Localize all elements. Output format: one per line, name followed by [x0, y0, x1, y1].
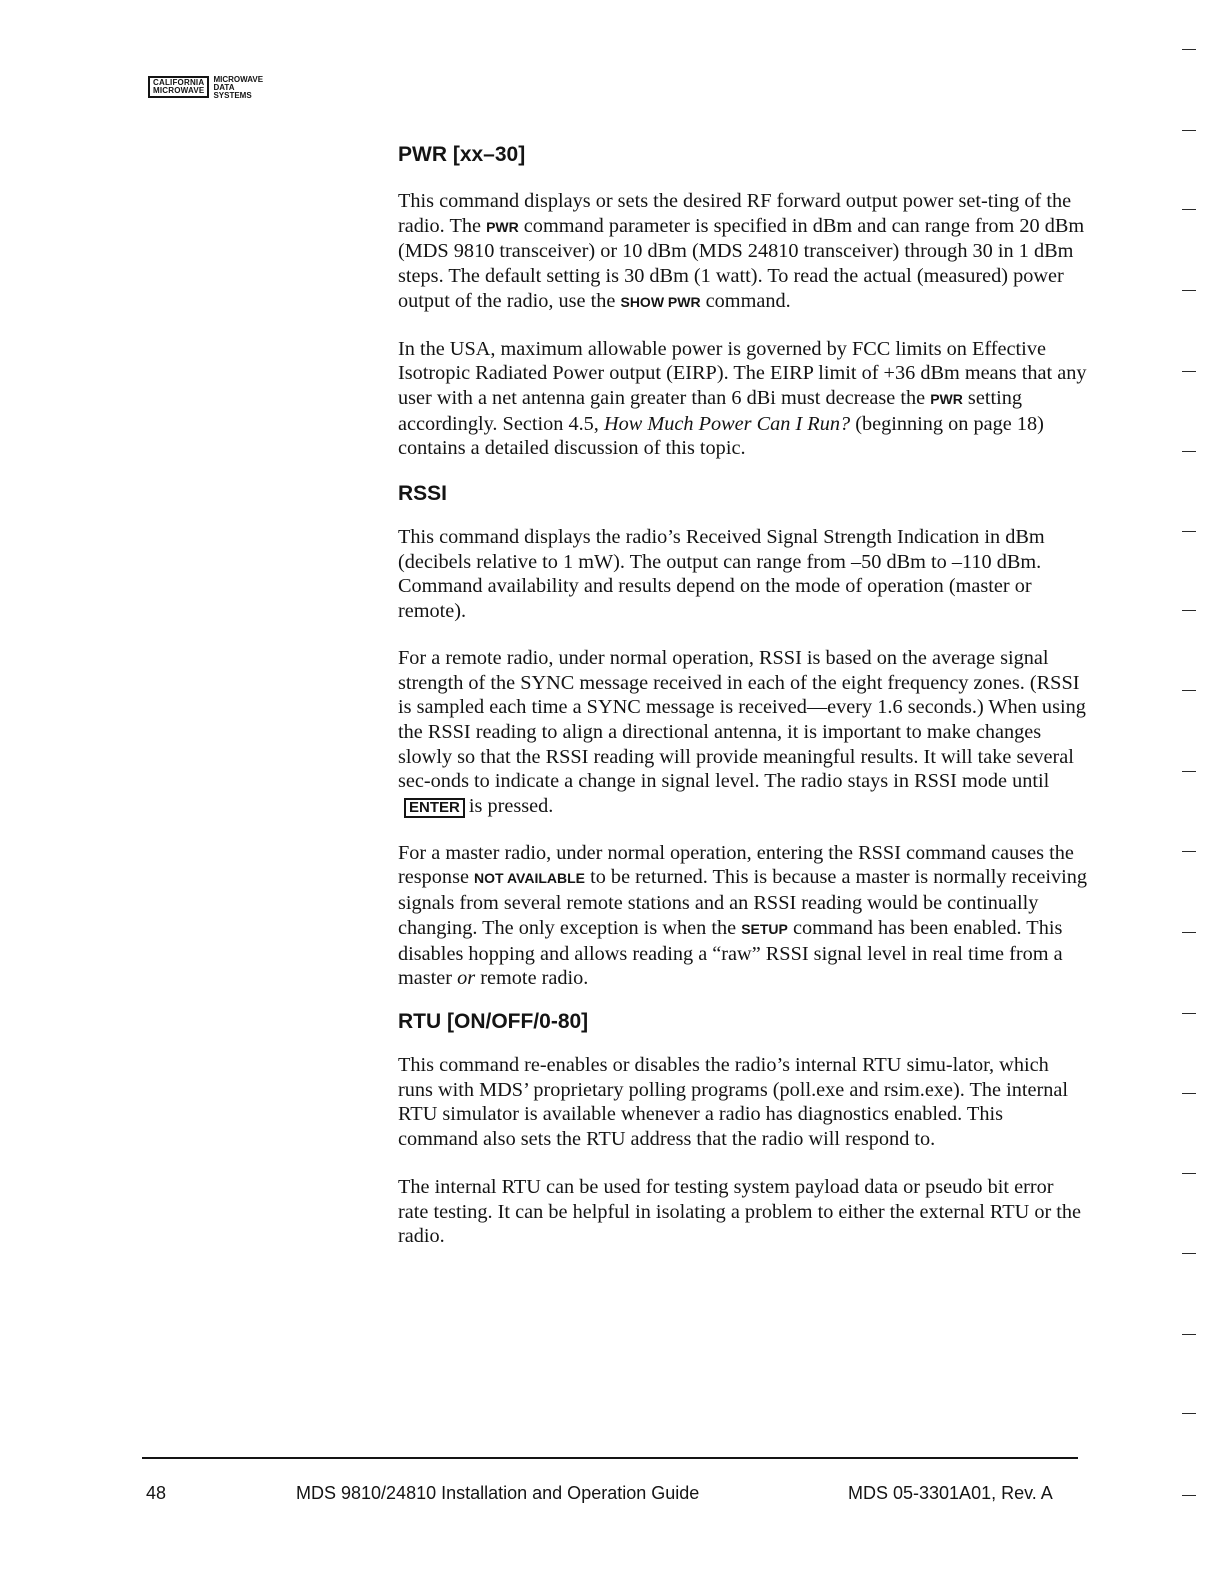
margin-mark: [1182, 1253, 1196, 1254]
pwr-heading: PWR [xx–30]: [398, 143, 526, 166]
margin-mark: [1182, 49, 1196, 50]
text-run: command.: [700, 289, 791, 312]
rssi-heading: RSSI: [398, 482, 448, 506]
logo-wordmark: [213, 76, 263, 100]
margin-mark: [1182, 531, 1196, 532]
footer-title: MDS 9810/24810 Installation and Operation Guide: [296, 1483, 700, 1503]
text-run: For a remote radio, under normal operation, RSSI is based on the average signal strength of the SYNC message received in each of the eight frequency zones. (RSSI is sampled each time a SYNC message is received—every 1.6 seconds.) When using the RSSI reading to align a directional antenna, it is important to make changes slowly so that the RSSI reading will provide meaningful results. It will take several sec-onds to indicate a change in signal level. The radio stays in RSSI mode until: [398, 646, 1086, 793]
pwr-paragraph-2: [398, 337, 1088, 462]
margin-mark: [1182, 451, 1196, 452]
logo-box: [148, 76, 209, 98]
command-keyword: PWR: [930, 390, 963, 407]
margin-mark: [1182, 209, 1196, 210]
rtu-paragraph-2: The internal RTU can be used for testing system payload data or pseudo bit error rate testing. It can be helpful in isolating a problem to either the external RTU or the radio.: [398, 1175, 1082, 1248]
logo-box-line-2: MICROWAVE: [153, 86, 205, 95]
margin-mark: [1182, 771, 1196, 772]
footer-rule: [142, 1457, 1078, 1459]
text-run: remote radio.: [475, 967, 589, 990]
footer-page-number: 48: [146, 1483, 167, 1503]
logo-box-line-1: CALIFORNIA: [153, 78, 205, 87]
enter-key-icon: ENTER: [404, 798, 465, 818]
logo-wordmark-line-3: SYSTEMS: [213, 91, 252, 100]
command-keyword: SHOW PWR: [620, 293, 701, 310]
margin-mark: [1182, 851, 1196, 852]
page-content: [398, 138, 1088, 1249]
pwr-paragraph-1: [398, 189, 1088, 315]
margin-mark: [1182, 1495, 1196, 1496]
section-reference: How Much Power Can I Run?: [603, 412, 851, 435]
text-run: In the USA, maximum allowable power is governed by FCC limits on Effective Isotropic Radiated Power output (EIRP). The EIRP limit of +36 dBm means that any user with a net antenna gain greater than 6 dBi must decrease the: [398, 337, 1087, 409]
margin-mark: [1182, 1013, 1196, 1014]
logo-wordmark-line-1: MICROWAVE: [213, 75, 264, 84]
command-keyword: SETUP: [741, 920, 788, 937]
rtu-paragraph-1: This command re-enables or disables the radio’s internal RTU simu-lator, which runs with MDS’ proprietary polling programs (poll.exe and rsim.exe). The internal RTU simulator is available whenever a radio has diagnostics enabled. This command also sets the RTU address that the radio will respond to.: [398, 1053, 1069, 1151]
footer-doc-number: MDS 05-3301A01, Rev. A: [848, 1483, 1053, 1503]
margin-mark: [1182, 1093, 1196, 1094]
text-run: command has been enabled. This disables hopping and allows reading a “raw” RSSI signal level in real time from a master: [398, 916, 1063, 990]
logo-wordmark-line-2: DATA: [213, 83, 235, 92]
text-run: is pressed.: [468, 795, 554, 818]
margin-mark: [1182, 690, 1196, 691]
margin-mark: [1182, 371, 1196, 372]
command-keyword: PWR: [486, 218, 519, 235]
rssi-paragraph-3: [398, 841, 1088, 991]
text-run: (beginning on page 18) contains a detailed discussion of this topic.: [398, 412, 1044, 460]
company-logo: [148, 76, 263, 100]
margin-mark: [1182, 290, 1196, 291]
text-run: This command displays or sets the desired RF forward output power set-ting of the radio. The: [398, 190, 1072, 237]
margin-mark: [1182, 1334, 1196, 1335]
rtu-heading: RTU [ON/OFF/0-80]: [398, 1009, 589, 1033]
margin-mark: [1182, 130, 1196, 131]
margin-mark: [1182, 932, 1196, 933]
rssi-paragraph-2: [398, 646, 1088, 819]
text-run: For a master radio, under normal operation, entering the RSSI command causes the response: [398, 841, 1074, 889]
command-keyword: NOT AVAILABLE: [474, 870, 586, 887]
margin-mark: [1182, 1173, 1196, 1174]
emphasis: or: [457, 967, 476, 990]
margin-mark: [1182, 610, 1196, 611]
rssi-paragraph-1: This command displays the radio’s Received Signal Strength Indication in dBm (decibels relative to 1 mW). The output can range from –50 dBm to –110 dBm. Command availability and results depend on the mode of operation (master or remote).: [398, 526, 1045, 623]
margin-mark: [1182, 1413, 1196, 1414]
text-run: setting accordingly. Section 4.5,: [398, 386, 1023, 435]
text-run: to be returned. This is because a master is normally receiving signals from several remote stations and an RSSI reading would be continually changing. The only exception is when the: [398, 866, 1088, 939]
text-run: command parameter is specified in dBm and can range from 20 dBm (MDS 9810 transceiver) or 10 dBm (MDS 24810 transceiver) through 30 in 1 dBm steps. The default setting is 30 dBm (1 watt). To read the actual (measured) power output of the radio, use the: [398, 214, 1085, 312]
